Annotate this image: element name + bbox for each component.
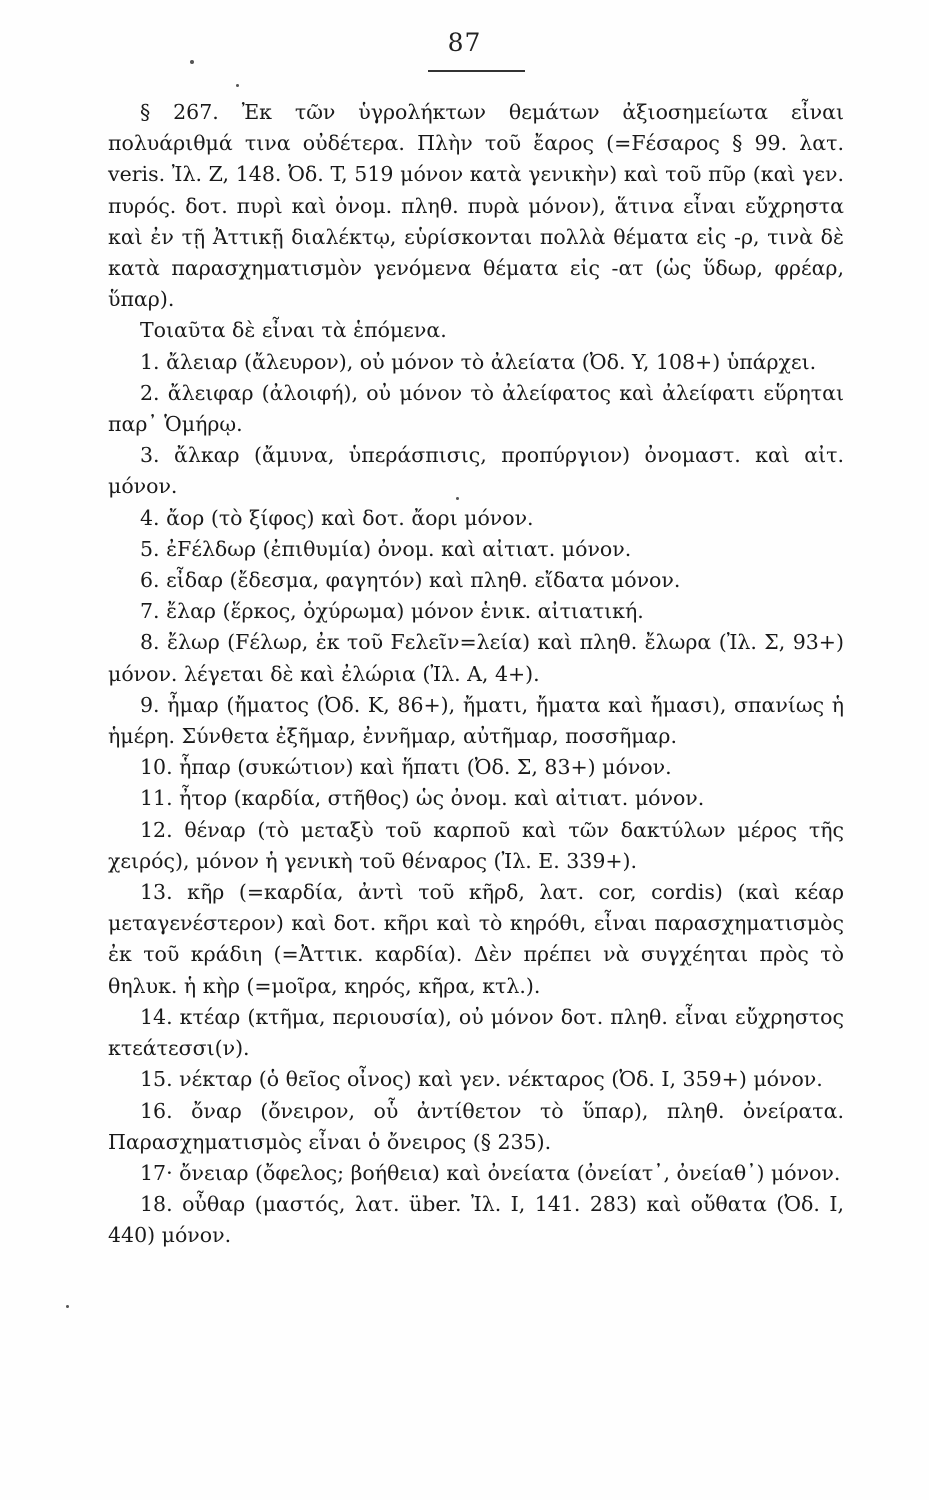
list-item-number: 13.: [140, 880, 173, 905]
list-item-number: 12.: [140, 817, 173, 842]
list-item-text: ἔλωρ (Fέλωρ, ἐκ τοῦ Fελεῖν=λεία) καὶ πληθ. ἔλωρα (Ἰλ. Σ, 93+) μόνον. λέγεται δὲ καὶ ἐλώρια (Ἰλ. A, 4+).: [108, 630, 844, 686]
list-item-text: ἄλκαρ (ἄμυνα, ὑπεράσπισις, προπύργιον) ὀνομαστ. καὶ αἰτ. μόνον.: [108, 443, 844, 499]
list-item-3: [108, 440, 844, 502]
page-text-body: [108, 97, 844, 1252]
paragraph-text: Ἐκ τῶν ὑγρολήκτων θεμάτων ἀξιοσημείωτα εἶναι πολυάριθμά τινα οὐδέτερα. Πλὴν τοῦ ἔαρος (=Fέσαρος § 99. λατ. veris. Ἰλ. Z, 148. Ὀδ. T, 519 μόνον κατὰ γενικὴν) καὶ τοῦ πῦρ (καὶ γεν. πυρός. δοτ. πυρὶ καὶ ὀνομ. πληθ. πυρὰ μόνον), ἅτινα εἶναι εὔχρηστα καὶ ἐν τῇ Ἀττικῇ διαλέκτῳ, εὑρίσκονται πολλὰ θέματα εἰς -ρ, τινὰ δὲ κατὰ παρασχηματισμὸν γενόμενα θέματα εἰς -ατ (ὡς ὕδωρ, φρέαρ, ὕπαρ).: [108, 100, 844, 312]
paper-speck: [190, 60, 194, 64]
list-item-9: [108, 690, 844, 752]
list-item-text: ἄορ (τὸ ξίφος) καὶ δοτ. ἄορι μόνον.: [166, 505, 534, 530]
section-label: § 267.: [140, 100, 219, 124]
list-item-4: [108, 503, 844, 534]
list-item-text: ἄλειαρ (ἄλευρον), οὐ μόνον τὸ ἀλείατα (Ὀδ. Y, 108+) ὑπάρχει.: [166, 349, 817, 374]
list-item-6: [108, 565, 844, 596]
list-item-number: 7.: [140, 599, 160, 624]
list-item-number: 11.: [140, 786, 173, 811]
list-item-text: ὄναρ (ὄνειρον, οὗ ἀντίθετον τὸ ὕπαρ), πληθ. ὀνείρατα. Παρασχηματισμὸς εἶναι ὁ ὄνειρος (§ 235).: [108, 1098, 844, 1154]
list-item-text: ἐFέλδωρ (ἐπιθυμία) ὀνομ. καὶ αἰτιατ. μόνον.: [166, 536, 632, 561]
list-item-number: 1.: [140, 349, 160, 374]
list-item-text: κῆρ (=καρδία, ἀντὶ τοῦ κῆρδ, λατ. cor, cordis) (καὶ κέαρ μεταγενέστερον) καὶ δοτ. κῆρι καὶ τὸ κηρόθι, εἶναι παρασχηματισμὸς ἐκ τοῦ κράδιη (=Ἀττικ. καρδία). Δὲν πρέπει νὰ συγχέηται πρὸς τὸ θηλυκ. ἡ κὴρ (=μοῖρα, κηρός, κῆρα, κτλ.).: [108, 880, 844, 998]
paragraph-text: Τοιαῦτα δὲ εἶναι τὰ ἑπόμενα.: [140, 318, 447, 343]
list-item-text: θέναρ (τὸ μεταξὺ τοῦ καρποῦ καὶ τῶν δακτύλων μέρος τῆς χειρός), μόνον ἡ γενικὴ τοῦ θέναρος (Ἰλ. E. 339+).: [108, 817, 844, 873]
list-item-text: ἦμαρ (ἤματος (Ὀδ. K, 86+), ἤματι, ἤματα καὶ ἤμασι), σπανίως ἡ ἡμέρη. Σύνθετα ἐξῆμαρ, ἐννῆμαρ, αὐτῆμαρ, ποσσῆμαρ.: [108, 692, 844, 749]
list-item-12: [108, 815, 844, 877]
paragraph-section-267: [108, 97, 844, 315]
list-item-number: 10.: [140, 755, 173, 780]
list-item-text: ὄνειαρ (ὄφελος; βοήθεια) καὶ ὀνείατα (ὀνείατ᾽, ὀνείαθ᾽) μόνον.: [179, 1160, 841, 1185]
list-item-number: 15.: [140, 1067, 173, 1092]
list-item-number: 5.: [140, 536, 160, 561]
list-item-7: [108, 596, 844, 627]
paper-speck: [66, 1305, 69, 1308]
list-item-text: ἧπαρ (συκώτιον) καὶ ἥπατι (Ὀδ. Σ, 83+) μόνον.: [179, 755, 672, 780]
page-number: 87: [447, 28, 482, 57]
list-item-14: [108, 1002, 844, 1064]
list-item-number: 2.: [140, 380, 160, 405]
list-item-text: ἦτορ (καρδία, στῆθος) ὡς ὀνομ. καὶ αἰτιατ. μόνον.: [179, 786, 705, 811]
list-item-15: [108, 1064, 844, 1095]
list-item-5: [108, 534, 844, 565]
list-item-text: κτέαρ (κτῆμα, περιουσία), οὐ μόνον δοτ. πληθ. εἶναι εὔχρηστος κτεάτεσσι(ν).: [108, 1004, 844, 1061]
list-item-11: [108, 783, 844, 814]
list-item-18: [108, 1189, 844, 1251]
list-item-number: 6.: [140, 568, 160, 593]
list-item-17: [108, 1158, 844, 1189]
list-item-8: [108, 627, 844, 689]
list-item-10: [108, 752, 844, 783]
paragraph-intro: [108, 315, 844, 346]
list-item-16: [108, 1096, 844, 1158]
list-item-number: 16.: [140, 1098, 173, 1123]
list-item-number: 8.: [140, 630, 160, 655]
list-item-text: νέκταρ (ὁ θεῖος οἶνος) καὶ γεν. νέκταρος (Ὀδ. I, 359+) μόνον.: [179, 1067, 823, 1092]
list-item-number: 18.: [140, 1192, 173, 1217]
list-item-text: ἄλειφαρ (ἀλοιφή), οὐ μόνον τὸ ἀλείφατος καὶ ἀλείφατι εὕρηται παρ᾽ Ὁμήρῳ.: [108, 380, 844, 437]
paper-speck: [456, 497, 459, 500]
list-item-number: 17·: [140, 1160, 173, 1185]
list-item-13: [108, 877, 844, 1002]
list-item-2: [108, 378, 844, 440]
list-item-number: 9.: [140, 692, 160, 717]
paper-speck: [236, 84, 239, 87]
list-item-number: 14.: [140, 1004, 173, 1029]
list-item-text: οὖθαρ (μαστός, λατ. über. Ἰλ. I, 141. 283) καὶ οὔθατα (Ὀδ. I, 440) μόνον.: [108, 1192, 844, 1248]
list-item-text: εἶδαρ (ἔδεσμα, φαγητόν) καὶ πληθ. εἴδατα μόνον.: [166, 568, 681, 593]
page-number-rule: [428, 70, 525, 72]
list-item-number: 4.: [140, 505, 160, 530]
list-item-1: [108, 347, 844, 378]
list-item-number: 3.: [140, 443, 160, 468]
list-item-text: ἔλαρ (ἕρκος, ὀχύρωμα) μόνον ἑνικ. αἰτιατική.: [166, 599, 644, 624]
